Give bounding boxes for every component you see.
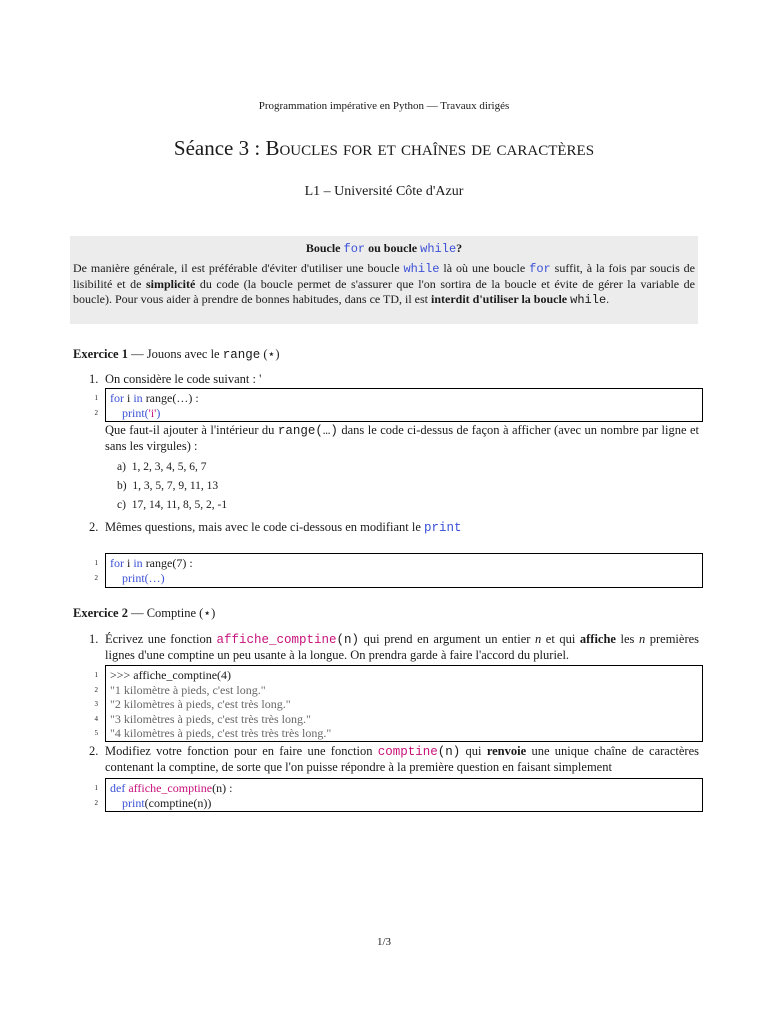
- page-number: 1/3: [376, 936, 392, 948]
- code-block-3: >>> affiche_comptine(4) "1 kilomètre à pieds, c'est long." "2 kilomètres à pieds, c'est très long." "3 kilomètres à pieds, c'est très très long." "4 kilomètres à pieds, c'est très très très long.": [105, 665, 703, 742]
- note-title: Boucle for ou boucle while?: [305, 241, 463, 256]
- ex2-question-2: 2. Modifiez votre fonction pour en faire une fonction comptine(n) qui renvoie une unique chaîne de caractères contenant la comptine, de sorte que l'on puisse répondre à la première question en faisant simplement: [89, 744, 700, 774]
- note-text: De manière générale, il est préférable d'éviter d'utiliser une boucle while là où une boucle for suffit, à la fois par soucis de lisibilité et de simplicité du code (la boucle permet de s'assurer que l'on sortira de la boucle et évite de gérer la variable de boucle). Pour vous aider à prendre de bonnes habitudes, dans ce TD, il est interdit d'utiliser la boucle while.: [73, 261, 695, 307]
- exercise-2-heading: Exercice 2 — Comptine (⋆): [73, 606, 216, 620]
- title-rest: Boucles for et chaînes de caractères: [265, 136, 595, 160]
- running-header: Programmation impérative en Python — Travaux dirigés: [258, 100, 510, 112]
- code4-line-numbers: 1 2: [94, 784, 98, 807]
- page-title: [0, 136, 768, 161]
- code-block-1: for i in range(…) : print('i'): [105, 388, 703, 422]
- code3-line-numbers: 1 2 3 4 5: [94, 671, 98, 737]
- page-subtitle: L1 – Université Côte d'Azur: [304, 184, 464, 199]
- exercise-1-heading: Exercice 1 — Jouons avec le range (⋆): [73, 347, 280, 362]
- code-block-4: def affiche_comptine(n) : print(comptine(n)): [105, 778, 703, 812]
- code2-line-numbers: 1 2: [94, 559, 98, 582]
- ex1-question-2: 2. Mêmes questions, mais avec le code ci-dessous en modifiant le print: [89, 520, 462, 535]
- ex1-question-1: 1. On considère le code suivant : ': [89, 372, 262, 386]
- sub-item-c: c) 17, 14, 11, 8, 5, 2, -1: [117, 499, 228, 511]
- ex1-question-1-text: Que faut-il ajouter à l'intérieur du range(…) dans le code ci-dessus de façon à afficher (avec un nombre par ligne et sans les virgules) :: [105, 423, 700, 453]
- code1-line-numbers: 1 2: [94, 394, 98, 417]
- note-box: [70, 236, 698, 324]
- code-block-2: for i in range(7) : print(…): [105, 553, 703, 588]
- title-prefix: Séance 3 :: [173, 136, 266, 160]
- sub-item-a: a) 1, 2, 3, 4, 5, 6, 7: [117, 461, 207, 473]
- ex1-subitems: [117, 458, 227, 515]
- ex2-question-1: 1. Écrivez une fonction affiche_comptine(n) qui prend en argument un entier n et qui affiche les n premières lignes d'une comptine un peu usante à la longue. On prendra garde à faire l'accord du pluriel.: [89, 632, 700, 662]
- sub-item-b: b) 1, 3, 5, 7, 9, 11, 13: [117, 480, 219, 492]
